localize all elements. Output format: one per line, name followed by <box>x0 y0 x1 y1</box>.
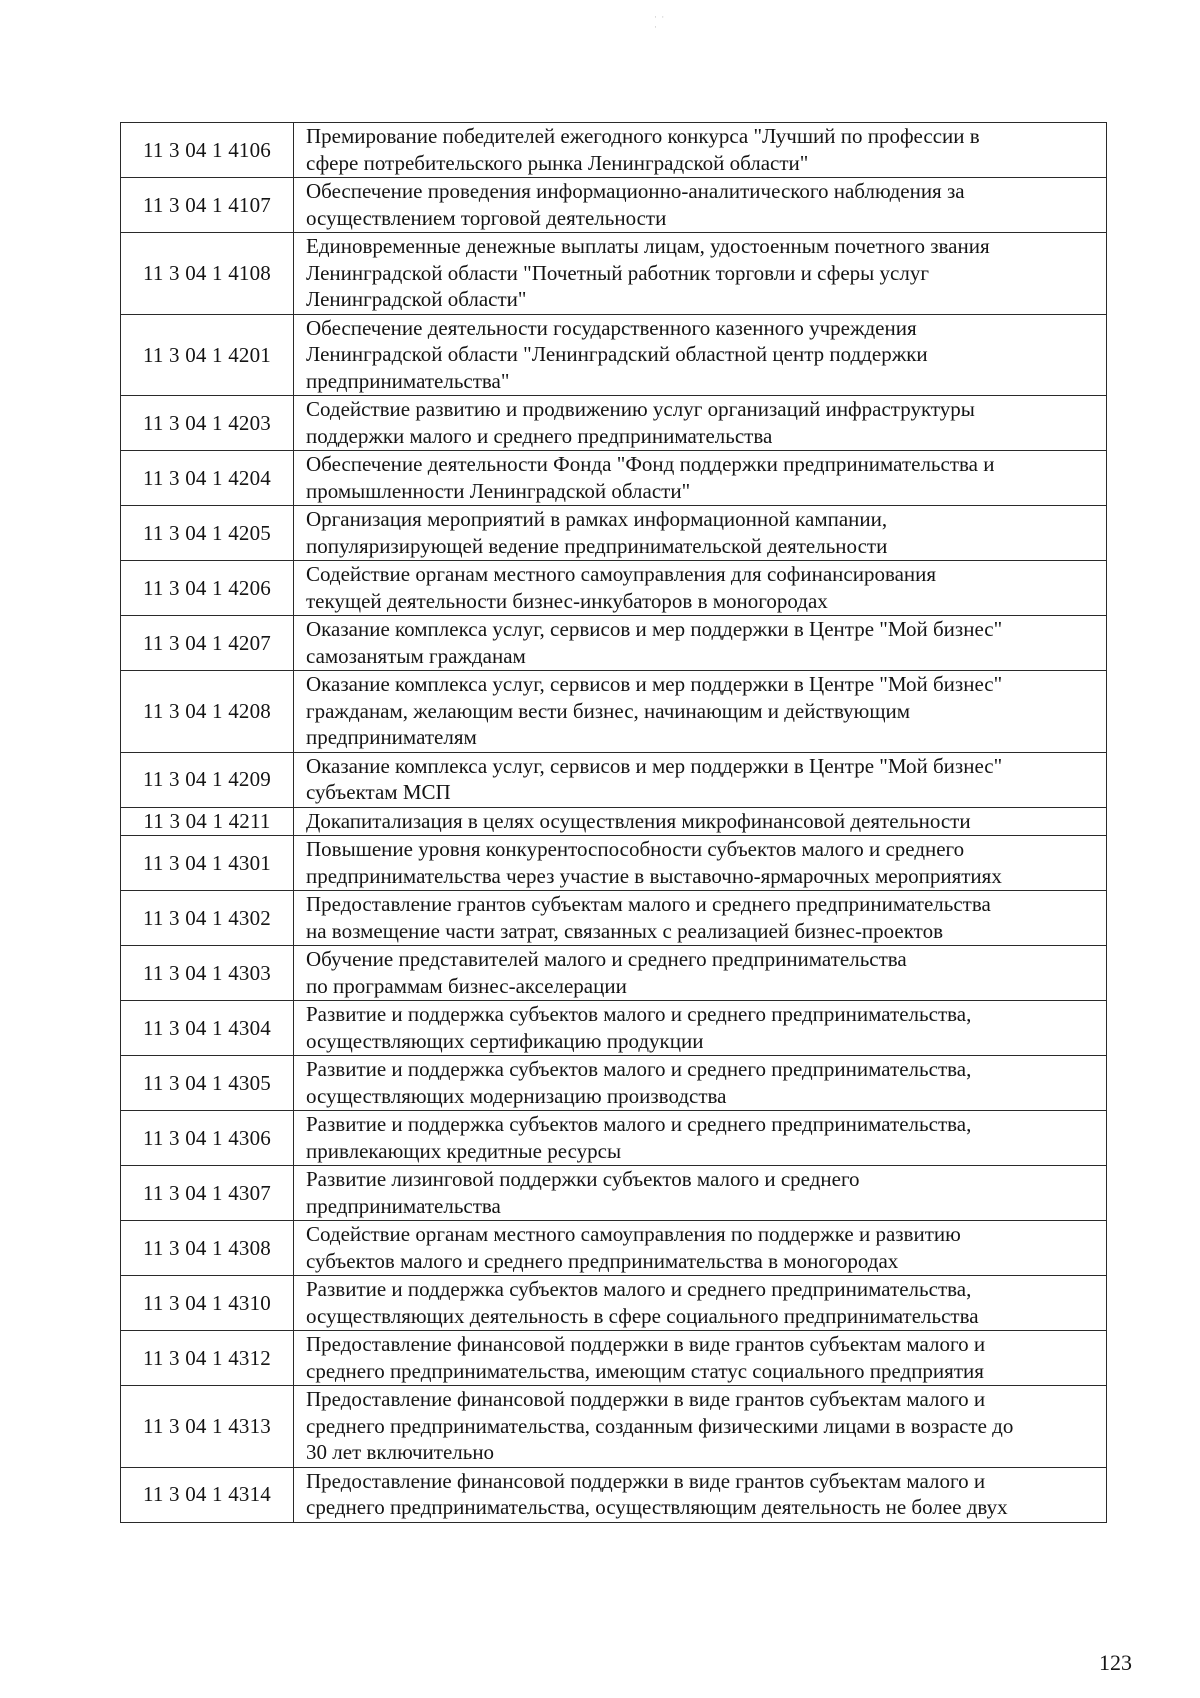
table-body <box>121 123 1107 1523</box>
description-cell: Развитие и поддержка субъектов малого и среднего предпринимательства, осуществляющих сертификацию продукции <box>294 1001 1107 1056</box>
code-cell: 11 3 04 1 4107 <box>121 178 294 233</box>
description-cell: Премирование победителей ежегодного конкурса "Лучший по профессии в сфере потребительского рынка Ленинградской области" <box>294 123 1107 178</box>
description-cell: Предоставление финансовой поддержки в виде грантов субъектам малого и среднего предпринимательства, созданным физическими лицами в возрасте до 30 лет включительно <box>294 1386 1107 1468</box>
table-row <box>121 616 1107 671</box>
table-row <box>121 1467 1107 1522</box>
table-row <box>121 1056 1107 1111</box>
code-cell: 11 3 04 1 4108 <box>121 233 294 315</box>
description-cell: Предоставление финансовой поддержки в виде грантов субъектам малого и среднего предпринимательства, имеющим статус социального предприятия <box>294 1331 1107 1386</box>
page-number: 123 <box>1099 1650 1132 1675</box>
budget-code-table <box>120 122 1107 1523</box>
table-row <box>121 946 1107 1001</box>
table-row <box>121 807 1107 836</box>
scan-speck: · · · <box>654 12 666 32</box>
code-cell: 11 3 04 1 4106 <box>121 123 294 178</box>
code-cell: 11 3 04 1 4304 <box>121 1001 294 1056</box>
description-cell: Развитие и поддержка субъектов малого и среднего предпринимательства, осуществляющих модернизацию производства <box>294 1056 1107 1111</box>
table-row <box>121 1001 1107 1056</box>
code-cell: 11 3 04 1 4205 <box>121 506 294 561</box>
table-row <box>121 178 1107 233</box>
code-cell: 11 3 04 1 4306 <box>121 1111 294 1166</box>
description-cell: Организация мероприятий в рамках информационной кампании, популяризирующей ведение предпринимательской деятельности <box>294 506 1107 561</box>
description-cell: Единовременные денежные выплаты лицам, удостоенным почетного звания Ленинградской области "Почетный работник торговли и сферы услуг Ленинградской области" <box>294 233 1107 315</box>
table-row <box>121 836 1107 891</box>
description-cell: Обеспечение деятельности Фонда "Фонд поддержки предпринимательства и промышленности Ленинградской области" <box>294 451 1107 506</box>
table-row <box>121 1111 1107 1166</box>
code-cell: 11 3 04 1 4303 <box>121 946 294 1001</box>
table-row <box>121 451 1107 506</box>
code-cell: 11 3 04 1 4211 <box>121 807 294 836</box>
description-cell: Содействие органам местного самоуправления по поддержке и развитию субъектов малого и среднего предпринимательства в моногородах <box>294 1221 1107 1276</box>
code-cell: 11 3 04 1 4207 <box>121 616 294 671</box>
code-cell: 11 3 04 1 4305 <box>121 1056 294 1111</box>
table-row <box>121 233 1107 315</box>
table-row <box>121 891 1107 946</box>
description-cell: Предоставление грантов субъектам малого и среднего предпринимательства на возмещение части затрат, связанных с реализацией бизнес-проектов <box>294 891 1107 946</box>
code-cell: 11 3 04 1 4301 <box>121 836 294 891</box>
description-cell: Обеспечение проведения информационно-аналитического наблюдения за осуществлением торговой деятельности <box>294 178 1107 233</box>
table-row <box>121 1386 1107 1468</box>
table-row <box>121 561 1107 616</box>
code-cell: 11 3 04 1 4206 <box>121 561 294 616</box>
code-cell: 11 3 04 1 4314 <box>121 1467 294 1522</box>
code-cell: 11 3 04 1 4310 <box>121 1276 294 1331</box>
code-cell: 11 3 04 1 4302 <box>121 891 294 946</box>
table-row <box>121 752 1107 807</box>
code-cell: 11 3 04 1 4312 <box>121 1331 294 1386</box>
code-cell: 11 3 04 1 4208 <box>121 671 294 753</box>
code-cell: 11 3 04 1 4308 <box>121 1221 294 1276</box>
description-cell: Оказание комплекса услуг, сервисов и мер поддержки в Центре "Мой бизнес" гражданам, желающим вести бизнес, начинающим и действующим предпринимателям <box>294 671 1107 753</box>
description-cell: Оказание комплекса услуг, сервисов и мер поддержки в Центре "Мой бизнес" субъектам МСП <box>294 752 1107 807</box>
table-row <box>121 506 1107 561</box>
table-row <box>121 1166 1107 1221</box>
description-cell: Обучение представителей малого и среднего предпринимательства по программам бизнес-акселерации <box>294 946 1107 1001</box>
code-cell: 11 3 04 1 4313 <box>121 1386 294 1468</box>
table-row <box>121 1331 1107 1386</box>
description-cell: Оказание комплекса услуг, сервисов и мер поддержки в Центре "Мой бизнес" самозанятым гражданам <box>294 616 1107 671</box>
table-row <box>121 314 1107 396</box>
table-row <box>121 671 1107 753</box>
description-cell: Предоставление финансовой поддержки в виде грантов субъектам малого и среднего предпринимательства, осуществляющим деятельность не более двух <box>294 1467 1107 1522</box>
description-cell: Развитие и поддержка субъектов малого и среднего предпринимательства, осуществляющих деятельность в сфере социального предпринимательства <box>294 1276 1107 1331</box>
description-cell: Развитие и поддержка субъектов малого и среднего предпринимательства, привлекающих кредитные ресурсы <box>294 1111 1107 1166</box>
description-cell: Докапитализация в целях осуществления микрофинансовой деятельности <box>294 807 1107 836</box>
table-row <box>121 1221 1107 1276</box>
description-cell: Содействие развитию и продвижению услуг организаций инфраструктуры поддержки малого и среднего предпринимательства <box>294 396 1107 451</box>
description-cell: Развитие лизинговой поддержки субъектов малого и среднего предпринимательства <box>294 1166 1107 1221</box>
code-cell: 11 3 04 1 4203 <box>121 396 294 451</box>
code-cell: 11 3 04 1 4209 <box>121 752 294 807</box>
code-cell: 11 3 04 1 4201 <box>121 314 294 396</box>
description-cell: Обеспечение деятельности государственного казенного учреждения Ленинградской области "Ленинградский областной центр поддержки предпринимательства" <box>294 314 1107 396</box>
code-cell: 11 3 04 1 4204 <box>121 451 294 506</box>
description-cell: Содействие органам местного самоуправления для софинансирования текущей деятельности бизнес-инкубаторов в моногородах <box>294 561 1107 616</box>
table-row <box>121 1276 1107 1331</box>
table-row <box>121 123 1107 178</box>
description-cell: Повышение уровня конкурентоспособности субъектов малого и среднего предпринимательства через участие в выставочно-ярмарочных мероприятиях <box>294 836 1107 891</box>
table-row <box>121 396 1107 451</box>
code-cell: 11 3 04 1 4307 <box>121 1166 294 1221</box>
